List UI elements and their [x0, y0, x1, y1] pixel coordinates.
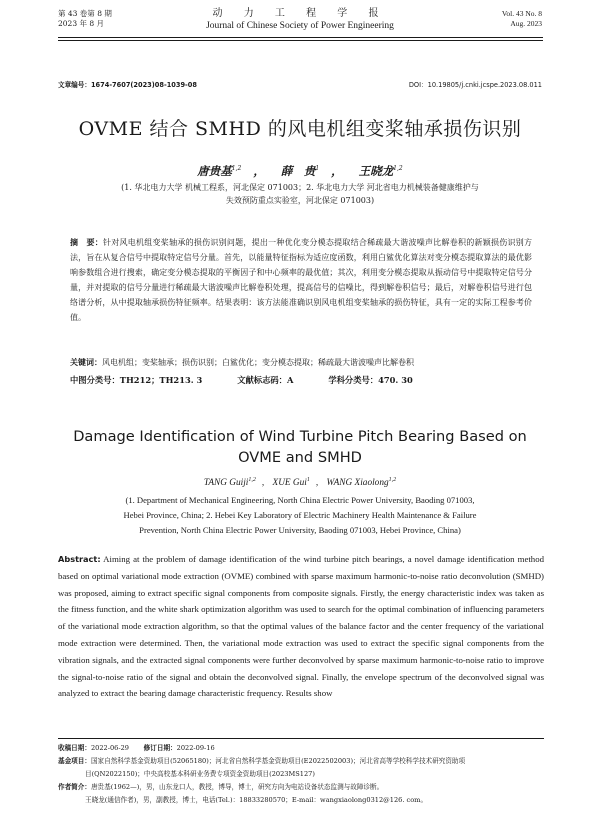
author-cn: 薛 贵$^1$	[280, 164, 320, 178]
footnote-rule	[58, 738, 544, 739]
abstract-cn-text: 针对风电机组变桨轴承的损伤识别问题，提出一种优化变分模态提取结合稀疏最大谐波噪声比解卷积的新颖损伤识别方法，旨在从复合信号中提取特定信号分量。首先，以能量特征指标为适应度函数，利用白鲨优化算法对变分模态提取算法的最优影响参数组合进行搜索，确定变分模态提取的平衡因子和中心频率的最优值；其次，利用变分模态提取从振动信号中提取特定信号分量，并对提取的信号分量进行稀疏最大谐波噪声比解卷积处理，提高信号的信噪比，得到解卷积信号；最后，对解卷积信号进行包络谱分析，从中提取轴承损伤特征频率。结果表明：该方法能准确识别风电机组变桨轴承的损伤特征，具有一定的实际工程参考价值。	[70, 238, 533, 322]
date-line: 收稿日期：2022-06-29 修订日期：2022-09-16	[58, 744, 215, 752]
author-en: XUE Gui$^1$	[272, 476, 310, 488]
affiliations-en	[55, 493, 545, 538]
author-cn: 唐贵基$^{1,2}$	[197, 164, 242, 178]
keywords-cn-text: 风电机组；变桨轴承；损伤识别；白鲨优化；变分模态提取；稀疏最大谐波噪声比解卷积	[102, 358, 414, 367]
fund-line: 基金项目：国家自然科学基金资助项目(52065180)；河北省自然科学基金资助项目(E2022502003)；河北省高等学校科学技术研究资助项	[58, 757, 466, 765]
author-list-en: TANG Guiji$^{1,2}$ , XUE Gui$^1$ , WANG Xiaolong$^{1,2}$	[203, 476, 397, 488]
date-en: Aug. 2023	[510, 19, 542, 28]
abstract-en-label: Abstract:	[58, 554, 101, 564]
author-en: TANG Guiji$^{1,2}$	[203, 476, 256, 488]
affiliation-line: 失效预防重点实验室，河北保定 071003)	[225, 196, 375, 205]
journal-title-en: Journal of Chinese Society of Power Engineering	[206, 21, 394, 31]
classification-line	[70, 374, 445, 386]
affiliations-cn	[70, 181, 530, 207]
author-en: WANG Xiaolong$^{1,2}$	[326, 476, 397, 488]
document-code: 文献标志码：A	[237, 375, 294, 385]
author-cn: 王晓龙$^{1,2}$	[358, 164, 403, 178]
received-date: 2022-06-29	[90, 744, 129, 752]
journal-title-cn: 动 力 工 程 学 报	[212, 8, 388, 19]
abstract-en	[58, 551, 544, 702]
keywords-cn-label: 关键词：	[70, 357, 102, 367]
volume-issue-cn: 第 43 卷第 8 期	[58, 9, 112, 18]
article-number: 文章编号：1674-7607(2023)08-1039-08	[58, 81, 197, 89]
corresponding-author-line: 王晓龙(通信作者)，男，副教授，博士，电话(Tel.)：18833280570；E-mail：wangxiaolong0312@126. com。	[85, 796, 428, 804]
footnotes	[58, 742, 548, 807]
abstract-cn-label: 摘 要：	[70, 237, 104, 247]
paper-title-cn: OVME 结合 SMHD 的风电机组变桨轴承损伤识别	[78, 118, 522, 140]
affiliation-line: Hebei Province, China; 2. Hebei Key Laboratory of Electric Machinery Health Maintenance & Failure	[123, 510, 477, 520]
volume-issue-en: Vol. 43 No. 8	[501, 9, 542, 18]
keywords-cn	[70, 356, 532, 369]
author-bio-line: 作者简介：唐贵基(1962—)，男，山东龙口人，教授，博导，博士，研究方向为电站设备状态监测与故障诊断。	[58, 783, 384, 791]
doi: DOI：10.19805/j.cnki.jcspe.2023.08.011	[408, 81, 542, 89]
affiliation-line: (1. Department of Mechanical Engineering, North China Electric Power University, Baoding 071003,	[125, 495, 475, 505]
affiliation-line: (1. 华北电力大学 机械工程系，河北保定 071003；2. 华北电力大学 河北省电力机械装备健康维护与	[121, 183, 479, 192]
paper-title-en: Damage Identification of Wind Turbine Pitch Bearing Based on OVME and SMHD	[73, 428, 527, 466]
affiliation-line: Prevention, North China Electric Power University, Baoding 071003, Hebei Province, China)	[139, 525, 461, 535]
date-cn: 2023 年 8 月	[58, 19, 105, 28]
author-list-cn: 唐贵基$^{1,2}$ ， 薛 贵$^1$ ， 王晓龙$^{1,2}$	[197, 164, 403, 178]
abstract-cn	[70, 235, 532, 325]
header-rule-thin	[58, 40, 543, 41]
fund-line-continued: 目(QN2022150)；中央高校基本科研业务费专项资金资助项目(2023MS127)	[85, 770, 315, 778]
abstract-en-text: Aiming at the problem of damage identification of the wind turbine pitch bearings, a novel damage identification method based on optimal variational mode extraction (OVME) combined with sparse maximum harmonic-to-noise ratio deconvolution (SMHD) was proposed, aiming to extract specific signal components from composite signals. Firstly, the energy characteristic index was taken as the fitness function, and the white shark optimization algorithm was used to search for the optimal combination of influencing parameters of the variational mode extraction algorithm, so that the optimal values of the balance factor and the center frequency of the variational mode extraction were determined. Then, the variational mode extraction was used to extract the specific signal components from the vibration signals, and the extracted signal components were further deconvolved by sparse maximum harmonic-to-noise ratio to improve the signal-to-noise ratio of the signal and obtain the deconvolved signal. Finally, the envelope spectrum of the deconvolved signal was analyzed to extract the bearing damage characteristic frequency. Results show	[58, 554, 544, 699]
running-header-left	[58, 9, 112, 29]
revised-date: 2022-09-16	[176, 744, 215, 752]
header-rule-thick	[58, 37, 543, 38]
clc-number: 中图分类号：TH212；TH213. 3	[70, 375, 203, 385]
running-header-center	[150, 7, 450, 32]
running-header-right	[502, 9, 542, 29]
subject-code: 学科分类号：470. 30	[328, 375, 413, 385]
